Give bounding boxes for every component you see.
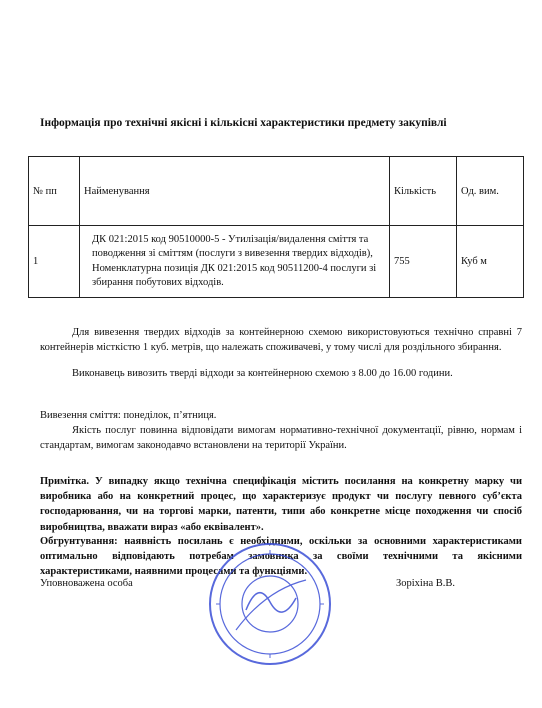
paragraph-days: Вивезення сміття: понеділок, п’ятниця. [40, 410, 217, 421]
header-unit: Од. вим. [457, 157, 524, 226]
spec-table [28, 156, 524, 298]
cell-num: 1 [29, 226, 80, 298]
cell-qty: 755 [390, 226, 457, 298]
paragraph-quality: Якість послуг повинна відповідати вимогам нормативно-технічної документації, рівню, нормам і стандартам, вимогам законодавчо встановлени на території України. [40, 425, 522, 452]
header-num: № пп [29, 157, 80, 226]
signatory-role: Уповноважена особа [40, 578, 133, 589]
cell-unit: Куб м [457, 226, 524, 298]
table-header-row [29, 157, 524, 226]
document-title: Інформація про технічні якісні і кількісні характеристики предмету закупівлі [40, 117, 447, 129]
paragraph-justification: Обгрунтування: наявність посилань є необхідними, оскільки за основними характеристиками оптимально відповідають потребам замовника за своїми технічними та якісними характеристиками, наявними процесами та функціями. [40, 536, 522, 578]
header-qty: Кількість [390, 157, 457, 226]
signatory-name: Зоріхіна В.В. [396, 578, 456, 589]
official-stamp-icon [206, 540, 334, 668]
header-name: Найменування [80, 157, 390, 226]
cell-name: ДК 021:2015 код 90510000-5 - Утилізація/видалення сміття та поводження зі сміттям (послуги з вивезення твердих відходів), Номенклатурна позиція ДК 021:2015 код 90511200-4 послуги зі збирання побутових відходів. [80, 226, 390, 298]
paragraph-note: Примітка. У випадку якщо технічна специфікація містить посилання на конкретну марку чи виробника або на конкретний процес, що характеризує продукт чи послугу певного суб’єкта господарювання, чи на торгові марки, патенти, типи або конкретне місце походження чи спосіб виробництва, вважати вираз «або еквівалент». [40, 476, 522, 533]
paragraph-containers: Для вивезення твердих відходів за контейнерною схемою використовуються технічно справні 7 контейнерів місткістю 1 куб. метрів, що належать споживачеві, у тому числі для роздільного збирання. [40, 327, 522, 354]
paragraph-schedule-hours: Виконавець вивозить тверді відходи за контейнерною схемою з 8.00 до 16.00 години. [72, 368, 453, 379]
table-row [29, 226, 524, 298]
